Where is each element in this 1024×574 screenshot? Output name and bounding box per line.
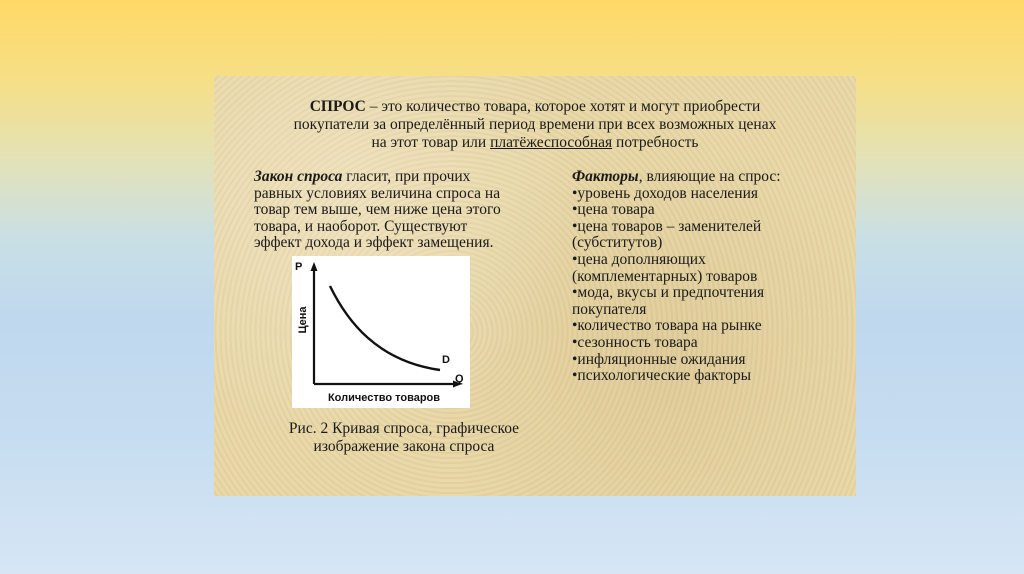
factor-item: •сезонность товара [572,333,698,351]
law-line-4: товара, и наоборот. Существуют [254,217,468,235]
caption-line-1: Рис. 2 Кривая спроса, графическое [288,420,520,437]
factor-item: •психологические факторы [572,367,751,385]
definition-line-3-pre: на этот товар или [371,134,491,151]
law-line-1 [254,169,554,186]
caption-line-2: изображение закона спроса [313,438,495,455]
definition-line-2: покупатели за определённый период времени при всех возможных ценах [293,116,777,133]
factor-item: •цена товаров – заменителей [572,217,762,235]
factor-item: (комплементарных) товаров [572,267,758,285]
x-axis-label: Количество товаров [327,392,441,404]
definition-underlined-word: платёжеспособная [490,134,613,151]
slide-card [214,76,856,496]
factor-item: •цена дополняющих [572,250,706,268]
factors-heading-text: , влияющие на спрос: [638,168,781,185]
law-line-5: эффект дохода и эффект замещения. [254,234,494,252]
y-axis-letter: P [295,261,303,273]
definition-term: СПРОС [309,98,366,115]
factor-item: покупателя [572,300,647,318]
definition-line-1 [214,98,856,116]
demand-curve-chart [292,256,470,408]
figure-caption [254,420,554,456]
demand-curve-line [330,286,440,370]
demand-definition [214,98,856,152]
x-axis-letter: Q [455,373,464,385]
law-line-1-text: гласит, при прочих [342,168,471,185]
definition-line-1-text: – это количество товара, которое хотят и могут приобрести [365,98,761,115]
law-line-2: равных условиях величина спроса на [254,184,501,202]
demand-factors [572,169,842,385]
demand-curve-svg [292,256,470,408]
y-axis-arrow [311,262,318,271]
factor-item: •инфляционные ожидания [572,350,746,368]
definition-line-3-post: потребность [612,134,699,151]
factor-item: •цена товара [572,201,655,219]
factor-item: (субститутов) [572,234,663,252]
factor-item: •мода, вкусы и предпочтения [572,284,765,302]
factors-term: Факторы [572,168,639,185]
factors-heading [572,169,842,186]
factor-item: •количество товара на рынке [572,317,762,335]
law-of-demand [254,169,554,252]
factor-item: •уровень доходов населения [572,184,759,202]
law-term: Закон спроса [254,168,343,185]
law-line-3: товар тем выше, чем ниже цена этого [254,201,501,219]
definition-line-3 [214,134,856,152]
y-axis-label: Цена [297,306,309,334]
curve-label: D [442,354,450,366]
